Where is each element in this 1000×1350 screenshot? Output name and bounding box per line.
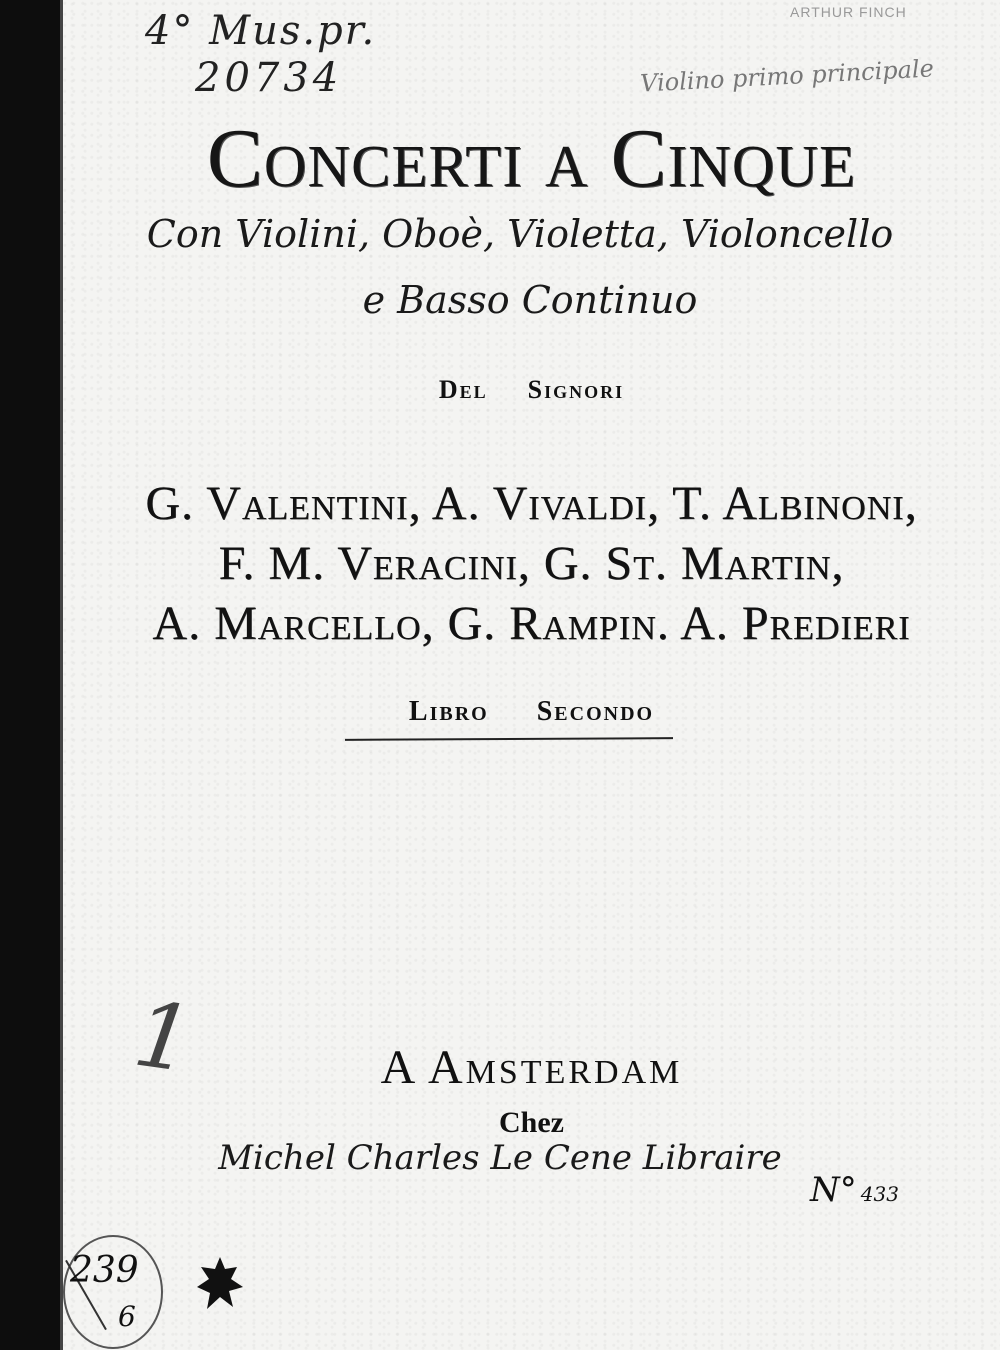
libro-word: Libro [408,696,489,727]
work-title: Concerti a Cinque [206,112,857,205]
shelf-label-top: 239 [70,1250,139,1291]
signori-word: Signori [527,375,625,404]
shelf-label-bottom: 6 [118,1300,136,1333]
instrumentation-line-2: e Basso Continuo [362,278,698,322]
imprint-publisher: Michel Charles Le Cene Libraire [218,1138,782,1178]
part-note: Violino primo principale [639,54,935,98]
imprint-chez: Chez [499,1106,564,1139]
book-spine [0,0,60,1350]
del-signori [63,375,1000,405]
plate-digits: 433 [860,1182,899,1206]
plate-number [810,1170,899,1210]
secondo-word: Secondo [536,696,655,727]
shelfmark-line-1: 4° Mus.pr. [145,8,377,54]
shelfmark-line-2: 20734 [195,55,343,101]
ink-blot [195,1255,245,1311]
instrumentation-line-1: Con Violini, Oboè, Violetta, Violoncello [146,212,894,256]
imprint-place: A Amsterdam [380,1041,683,1094]
composers-line-1: G. Valentini, A. Vivaldi, T. Albinoni, [145,477,918,530]
volume-number-handwritten: 1 [127,981,200,1094]
del-word: Del [438,375,488,404]
owner-stamp: ARTHUR FINCH [790,4,907,20]
plate-prefix: N° [810,1170,857,1210]
book-number [63,696,1000,728]
composers-line-3: A. Marcello, G. Rampin. A. Predieri [152,597,911,650]
composers-line-2: F. M. Veracini, G. St. Martin, [218,537,845,590]
